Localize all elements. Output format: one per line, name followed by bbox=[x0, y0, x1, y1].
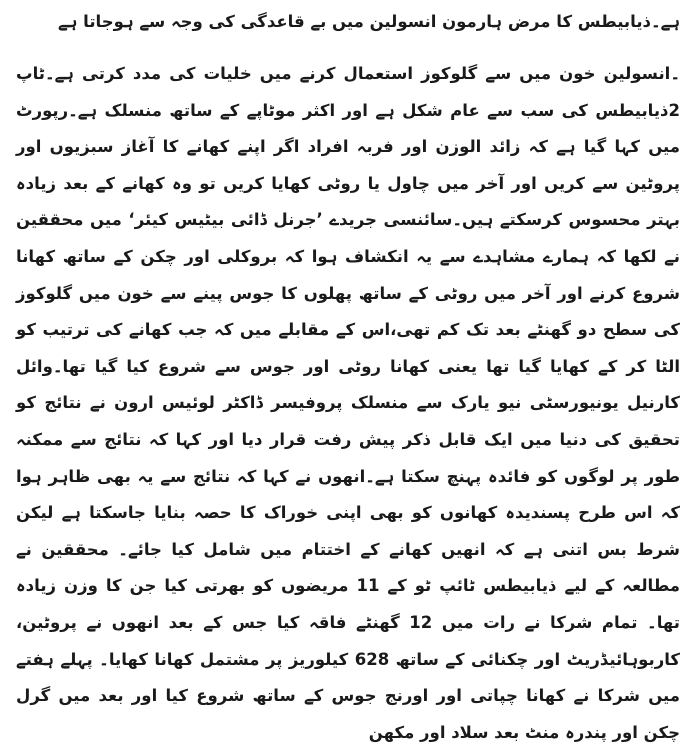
article-paragraph-intro: ہے۔ذیابیطس کا مرض ہارمون انسولین میں بے قاعدگی کی وجہ سے ہوجاتا ہے bbox=[58, 12, 680, 31]
article-body bbox=[16, 0, 681, 742]
article-paragraph-main: ۔انسولین خون میں سے گلوکوز استعمال کرنے میں خلیات کی مدد کرتی ہے۔ٹاپ 2ذیابیطس کی سب سے عام شکل ہے اور اکثر موٹاپے کے ساتھ منسلک ہے۔رپورٹ میں کہا گیا ہے کہ زائد الوزن اور فربہ افراد اگر اپنے کھانے کا آغاز سبزیوں اور پروٹین سے کریں اور آخر میں چاول یا روٹی کھایا کریں تو وہ کھانے کے بعد زیادہ بہتر محسوس کرسکتے ہیں۔سائنسی جریدے ’جرنل ڈائی بیٹیس کیئر‘ میں محققین نے لکھا کہ ہمارے مشاہدے سے یہ انکشاف ہوا کہ بروکلی اور چکن کے ساتھ کھانا شروع کرنے اور آخر میں روٹی کے ساتھ پھلوں کا جوس پینے سے خون میں گلوکوز کی سطح دو گھنٹے بعد تک کم تھی،اس کے مقابلے میں کہ جب کھانے کی ترتیب کو الٹا کر کے کھایا گیا تھا یعنی کھانا روٹی اور جوس سے شروع کیا گیا تھا۔وائل کارنیل یونیورسٹی نیو یارک سے منسلک پروفیسر ڈاکٹر لوئیس ارون نے نتائج کو تحقیق کی دنیا میں ایک قابل ذکر پیش رفت قرار دیا اور کہا کہ نتائج سے ممکنہ طور پر لوگوں کو فائدہ پہنچ سکتا ہے۔انھوں نے کہا کہ نتائج سے یہ بھی ظاہر ہوا کہ اس طرح پسندیدہ کھانوں کو بھی اپنی خوراک کا حصہ بنایا جاسکتا ہے لیکن شرط بس اتنی ہے کہ انھیں کھانے کے اختتام میں شامل کیا جائے۔ محققین نے مطالعہ کے لیے ذیابیطس ٹائپ ٹو کے 11 مریضوں کو بھرتی کیا جن کا وزن زیادہ تھا۔ تمام شرکا نے رات میں 12 گھنٹے فاقہ کیا جس کے بعد انھوں نے پروٹین، کاربوہائیڈریٹ اور چکنائی کے ساتھ 628 کیلوریز پر مشتمل کھانا کھایا۔ پہلے ہفتے میں شرکا نے کھانا چپاتی اور اورنج جوس کے ساتھ شروع کیا اور بعد میں گرل چکن اور پندرہ منٹ بعد سلاد اور مکھن bbox=[16, 64, 681, 742]
